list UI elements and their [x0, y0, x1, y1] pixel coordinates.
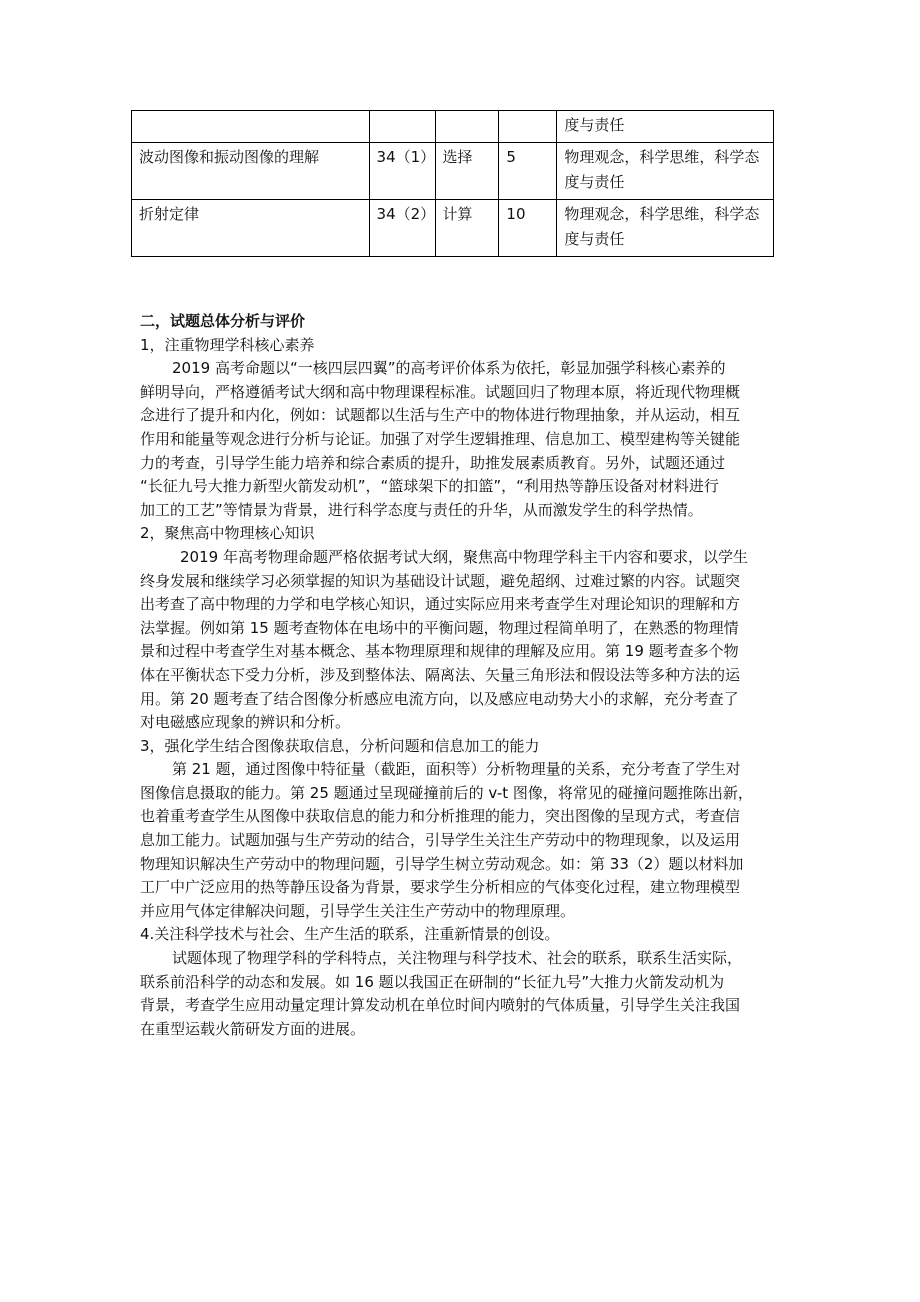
section-title: 二，试题总体分析与评价	[140, 312, 306, 330]
heading-3: 3，强化学生结合图像获取信息，分析问题和信息加工的能力	[140, 736, 540, 755]
paragraph-line: 工厂中广泛应用的热等静压设备为背景，要求学生分析相应的气体变化过程，建立物理模型	[140, 878, 741, 897]
score-cell: 5	[499, 143, 557, 200]
paragraph-line: 息加工能力。试题加强与生产劳动的结合，引导学生关注生产劳动中的物理现象，以及运用	[140, 831, 741, 850]
paragraph-line: 体在平衡状态下受力分析，涉及到整体法、隔离法、矢量三角形法和假设法等多种方法的运	[140, 665, 741, 684]
question-cell: 34（2）	[369, 200, 435, 257]
knowledge-table	[131, 110, 774, 257]
paragraph-line: 在重型运载火箭研发方面的进展。	[140, 1019, 366, 1038]
literacy-line: 物理观念，科学思维，科学态	[564, 205, 760, 223]
type-cell: 选择	[435, 143, 499, 200]
question-cell: 34（1）	[369, 143, 435, 200]
topic-cell: 波动图像和振动图像的理解	[132, 143, 370, 200]
paragraph-line: 2019 年高考物理命题严格依据考试大纲，聚焦高中物理学科主干内容和要求，以学生	[180, 547, 748, 566]
type-cell: 计算	[435, 200, 499, 257]
question-cell	[369, 111, 435, 143]
literacy-cell	[557, 111, 774, 143]
paragraph-line: 景和过程中考查学生对基本概念、基本物理原理和规律的理解及应用。第 19 题考查多个物	[140, 642, 739, 661]
heading-2: 2，聚焦高中物理核心知识	[140, 524, 315, 543]
paragraph-3	[140, 758, 785, 923]
paragraph-line: 对电磁感应现象的辨识和分析。	[140, 713, 351, 732]
paragraph-line: 2019 高考命题以“一核四层四翼”的高考评价体系为依托，彰显加强学科核心素养的	[172, 359, 726, 378]
paragraph-line: 出考查了高中物理的力学和电学核心知识，通过实际应用来考查学生对理论知识的理解和方	[140, 595, 741, 614]
paragraph-line: 并应用气体定律解决问题，引导学生关注生产劳动中的物理原理。	[140, 901, 576, 920]
paragraph-line: 试题体现了物理学科的学科特点，关注物理与科学技术、社会的联系，联系生活实际，	[172, 949, 743, 968]
table-row	[132, 111, 774, 143]
paragraph-line: 鲜明导向，严格遵循考试大纲和高中物理课程标准。试题回归了物理本原，将近现代物理概	[140, 382, 741, 401]
paragraph-line: 背景，考查学生应用动量定理计算发动机在单位时间内喷射的气体质量，引导学生关注我国	[140, 996, 741, 1015]
literacy-line: 度与责任	[564, 230, 625, 248]
paragraph-line: 作用和能量等观念进行分析与论证。加强了对学生逻辑推理、信息加工、模型建构等关键能	[140, 429, 741, 448]
paragraph-line: 终身发展和继续学习必须掌握的知识为基础设计试题，避免超纲、过难过繁的内容。试题突	[140, 571, 741, 590]
paragraph-2	[140, 546, 785, 735]
paragraph-line: 法掌握。例如第 15 题考查物体在电场中的平衡问题，物理过程简单明了，在熟悉的物理情	[140, 618, 739, 637]
paragraph-line: 念进行了提升和内化，例如：试题都以生活与生产中的物体进行物理抽象，并从运动，相互	[140, 406, 741, 425]
paragraph-4	[140, 947, 785, 1041]
literacy-cell	[557, 143, 774, 200]
literacy-cell	[557, 200, 774, 257]
type-cell	[435, 111, 499, 143]
literacy-line: 物理观念，科学思维，科学态	[564, 148, 760, 166]
paragraph-line: “长征九号大推力新型火箭发动机”，“篮球架下的扣篮”，“利用热等静压设备对材料进行	[140, 477, 719, 496]
literacy-line: 度与责任	[564, 116, 625, 134]
heading-1: 1，注重物理学科核心素养	[140, 335, 315, 354]
paragraph-line: 用。第 20 题考查了结合图像分析感应电流方向，以及感应电动势大小的求解，充分考查了	[140, 689, 739, 708]
section-analysis	[140, 310, 785, 1041]
table-row	[132, 200, 774, 257]
table-row	[132, 143, 774, 200]
score-cell	[499, 111, 557, 143]
heading-4: 4.关注科学技术与社会、生产生活的联系，注重新情景的创设。	[140, 925, 560, 944]
topic-cell	[132, 111, 370, 143]
paragraph-line: 第 21 题，通过图像中特征量（截距，面积等）分析物理量的关系，充分考查了学生对	[172, 760, 741, 779]
score-cell: 10	[499, 200, 557, 257]
literacy-line: 度与责任	[564, 173, 625, 191]
paragraph-line: 物理知识解决生产劳动中的物理问题，引导学生树立劳动观念。如：第 33（2）题以材料加	[140, 854, 744, 873]
paragraph-line: 联系前沿科学的动态和发展。如 16 题以我国正在研制的“长征九号”大推力火箭发动机为	[140, 972, 725, 991]
paragraph-line: 图像信息摄取的能力。第 25 题通过呈现碰撞前后的 v-t 图像，将常见的碰撞问题推陈出新，	[140, 783, 753, 802]
paragraph-line: 力的考查，引导学生能力培养和综合素质的提升，助推发展素质教育。另外，试题还通过	[140, 453, 726, 472]
topic-cell: 折射定律	[132, 200, 370, 257]
paragraph-1	[140, 357, 785, 522]
paragraph-line: 也着重考查学生从图像中获取信息的能力和分析推理的能力，突出图像的呈现方式，考查信	[140, 807, 741, 826]
paragraph-line: 加工的工艺”等情景为背景，进行科学态度与责任的升华，从而激发学生的科学热情。	[140, 500, 703, 519]
